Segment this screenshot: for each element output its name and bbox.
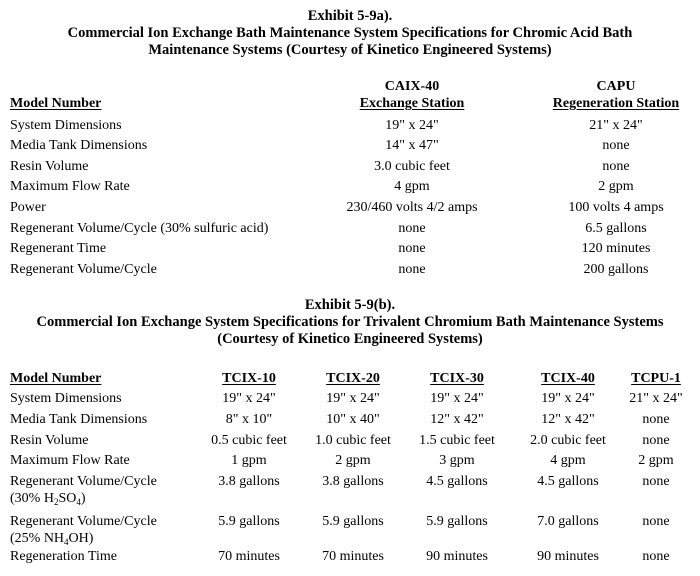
row-label: Power [10,200,46,215]
capu-value: 6.5 gallons [585,221,647,236]
caix-40-value: 19" x 24" [385,118,439,133]
tcix-30-value: 3 gpm [439,453,475,468]
exhibit-b-title-line2: (Courtesy of Kinetico Engineered Systems) [217,331,483,347]
tcpu-1-value: 2 gpm [638,453,674,468]
exhibit-b-col-tcpu-1: TCPU-1 [631,371,681,386]
tcix-40-value: 4 gpm [550,453,586,468]
tcix-30-value: 90 minutes [426,549,488,564]
tcix-30-value: 12" x 42" [430,412,484,427]
caix-40-value: 3.0 cubic feet [374,159,450,174]
tcix-30-value: 4.5 gallons [426,474,488,489]
exhibit-a-col1-type: Exchange Station [359,96,465,111]
tcpu-1-value: none [642,433,670,448]
tcpu-1-value: none [642,474,670,489]
tcix-30-value: 5.9 gallons [426,514,488,529]
formula-text: (25% NH [10,531,65,546]
capu-value: 200 gallons [583,262,649,277]
capu-value: 21" x 24" [589,118,643,133]
row-label: Resin Volume [10,159,89,174]
exhibit-a-title-line2: Maintenance Systems (Courtesy of Kinetico Engineered Systems) [148,42,552,58]
row-label-formula [10,530,93,547]
formula-text: ) [80,491,86,506]
formula-subscript: 4 [64,537,69,547]
tcix-10-value: 8" x 10" [225,412,273,427]
exhibit-b-col-tcix-10: TCIX-10 [222,371,276,386]
tcix-20-value: 5.9 gallons [322,514,384,529]
exhibit-b-col-tcix-20: TCIX-20 [326,371,380,386]
caix-40-value: 14" x 47" [385,138,439,153]
row-label: Maximum Flow Rate [10,453,130,468]
tcpu-1-value: none [642,514,670,529]
row-label: System Dimensions [10,391,122,406]
exhibit-a-model-header: Model Number [10,96,102,111]
exhibit-a-col2-model: CAPU [596,79,636,94]
row-label: Regeneration Time [10,549,117,564]
exhibit-a-col1-model: CAIX-40 [384,79,440,94]
exhibit-b-title-line1: Commercial Ion Exchange System Specifications for Trivalent Chromium Bath Maintenance Systems [36,314,664,330]
tcix-20-value: 19" x 24" [326,391,380,406]
capu-value: none [602,159,630,174]
tcix-40-value: 4.5 gallons [537,474,599,489]
tcix-10-value: 1 gpm [231,453,267,468]
tcix-40-value: 2.0 cubic feet [530,433,606,448]
exhibit-b-model-header: Model Number [10,371,102,386]
tcix-10-value: 0.5 cubic feet [211,433,287,448]
row-label: Resin Volume [10,433,89,448]
row-label: Regenerant Volume/Cycle [10,474,157,489]
row-label: Regenerant Volume/Cycle [10,514,157,529]
row-label: Media Tank Dimensions [10,412,148,427]
tcix-20-value: 1.0 cubic feet [315,433,391,448]
row-label: System Dimensions [10,118,122,133]
formula-text: OH) [68,531,94,546]
tcpu-1-value: none [642,412,670,427]
tcpu-1-value: 21" x 24" [629,391,683,406]
tcix-10-value: 19" x 24" [222,391,276,406]
tcix-20-value: 70 minutes [322,549,384,564]
row-label: Regenerant Volume/Cycle [10,262,157,277]
capu-value: none [602,138,630,153]
row-label-formula [10,490,86,507]
exhibit-a-title-line1: Commercial Ion Exchange Bath Maintenance System Specifications for Chromic Acid Bath [67,25,633,41]
capu-value: 100 volts 4 amps [568,200,664,215]
exhibit-b-col-tcix-40: TCIX-40 [541,371,595,386]
tcix-20-value: 10" x 40" [326,412,380,427]
caix-40-value: none [398,241,426,256]
formula-subscript: 4 [76,497,81,507]
tcix-40-value: 90 minutes [537,549,599,564]
caix-40-value: none [398,221,426,236]
tcix-10-value: 70 minutes [218,549,280,564]
row-label: Regenerant Time [10,241,107,256]
tcix-30-value: 19" x 24" [430,391,484,406]
row-label: Media Tank Dimensions [10,138,148,153]
tcix-40-value: 12" x 42" [541,412,595,427]
tcix-20-value: 2 gpm [335,453,371,468]
caix-40-value: 230/460 volts 4/2 amps [346,200,478,215]
tcix-30-value: 1.5 cubic feet [419,433,495,448]
capu-value: 120 minutes [581,241,651,256]
tcix-20-value: 3.8 gallons [322,474,384,489]
row-label: Regenerant Volume/Cycle (30% sulfuric acid) [10,221,269,236]
caix-40-value: 4 gpm [394,179,430,194]
tcix-10-value: 3.8 gallons [218,474,280,489]
tcix-10-value: 5.9 gallons [218,514,280,529]
exhibit-a-number: Exhibit 5-9a). [307,8,393,24]
formula-subscript: 2 [53,497,59,507]
formula-text: (30% H [10,491,54,506]
caix-40-value: none [398,262,426,277]
exhibit-b-number: Exhibit 5-9(b). [304,297,396,313]
tcix-40-value: 7.0 gallons [537,514,599,529]
capu-value: 2 gpm [598,179,634,194]
formula-text: SO [58,491,77,506]
exhibit-a-col2-type: Regeneration Station [552,96,680,111]
row-label: Maximum Flow Rate [10,179,130,194]
tcix-40-value: 19" x 24" [541,391,595,406]
tcpu-1-value: none [642,549,670,564]
exhibit-b-col-tcix-30: TCIX-30 [430,371,484,386]
